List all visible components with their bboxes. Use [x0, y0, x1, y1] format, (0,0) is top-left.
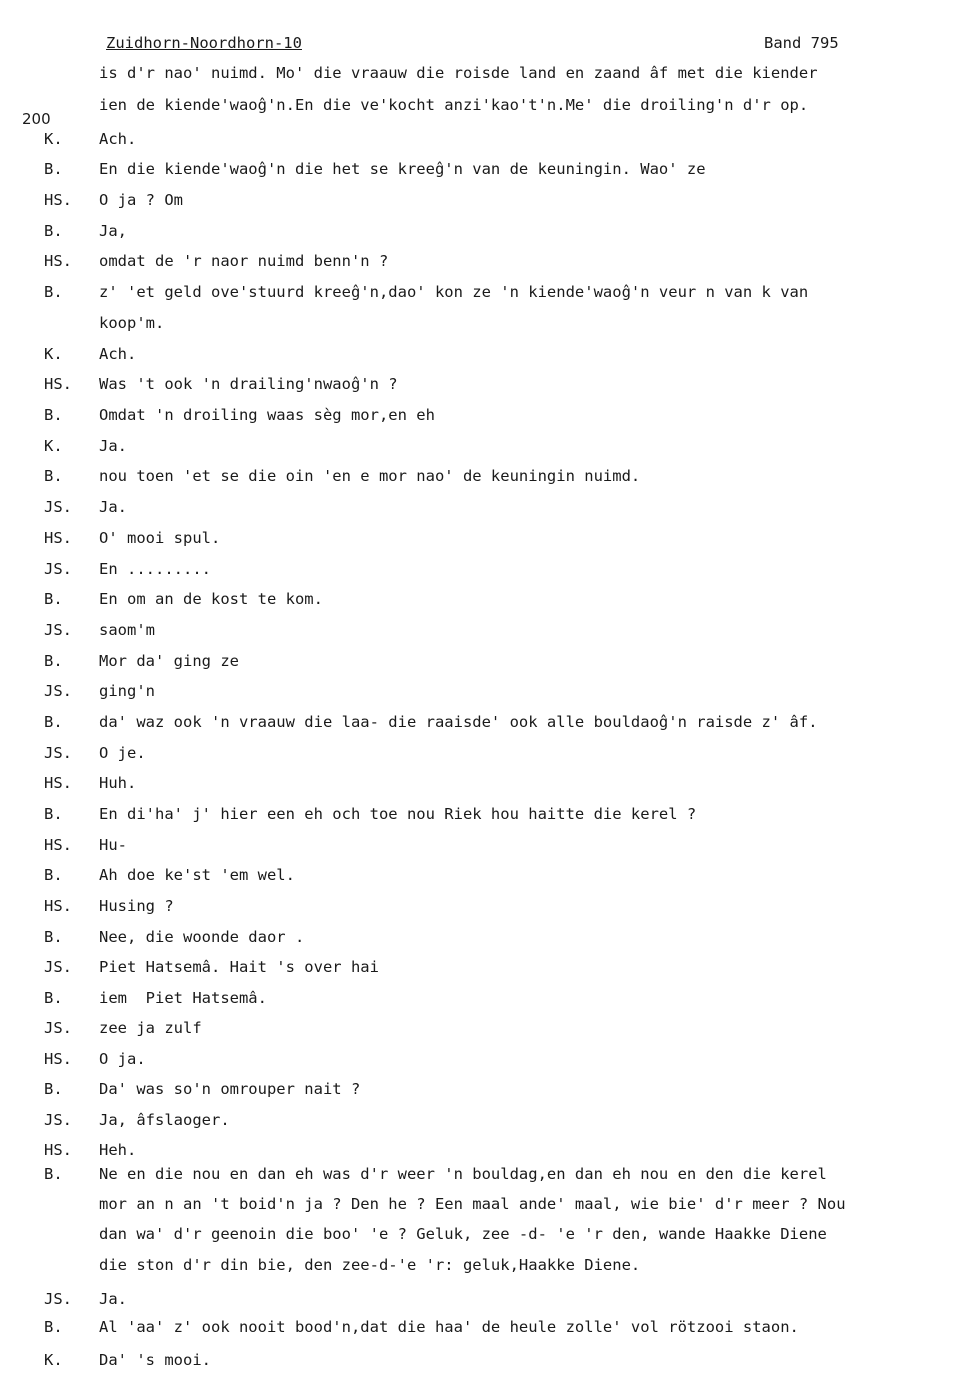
- speaker-label: JS.: [44, 682, 72, 700]
- utterance-text: zee ja zulf: [99, 1019, 202, 1037]
- document-title: Zuidhorn-Noordhorn-10: [106, 34, 302, 52]
- speaker-label: B.: [44, 590, 63, 608]
- transcript-line: [0, 774, 973, 798]
- transcript-line: [0, 437, 973, 461]
- utterance-text: Piet Hatsemâ. Hait 's over hai: [99, 958, 379, 976]
- transcript-line: [0, 682, 973, 706]
- transcript-line: [0, 345, 973, 369]
- utterance-text: En .........: [99, 560, 211, 578]
- transcript-line: [0, 1165, 973, 1189]
- utterance-text: O je.: [99, 744, 146, 762]
- utterance-text: Nee, die woonde daor .: [99, 928, 305, 946]
- utterance-text: saom'm: [99, 621, 155, 639]
- tape-label: Band 795: [764, 34, 839, 52]
- transcript-line: [0, 713, 973, 737]
- utterance-text: Was 't ook 'n drailing'nwaoĝ'n ?: [99, 375, 398, 393]
- speaker-label: HS.: [44, 191, 72, 209]
- transcript-line: [0, 191, 973, 215]
- utterance-text: Ja,: [99, 222, 127, 240]
- transcript-line: [0, 467, 973, 491]
- speaker-label: B.: [44, 1318, 63, 1336]
- speaker-label: B.: [44, 1165, 63, 1183]
- speaker-label: B.: [44, 1080, 63, 1098]
- speaker-label: HS.: [44, 836, 72, 854]
- speaker-label: JS.: [44, 1290, 72, 1308]
- transcript-line: [0, 375, 973, 399]
- transcript-line: [0, 1141, 973, 1165]
- utterance-text: is d'r nao' nuimd. Mo' die vraauw die roisde land en zaand âf met die kiender: [99, 64, 818, 82]
- transcript-line: [0, 560, 973, 584]
- transcript-line: [0, 1050, 973, 1074]
- speaker-label: JS.: [44, 1111, 72, 1129]
- speaker-label: HS.: [44, 897, 72, 915]
- transcript-line: [0, 621, 973, 645]
- speaker-label: JS.: [44, 1019, 72, 1037]
- transcript-line: [0, 866, 973, 890]
- speaker-label: B.: [44, 160, 63, 178]
- transcript-line: [0, 1195, 973, 1219]
- transcript-line: [0, 130, 973, 154]
- utterance-text: ien de kiende'waoĝ'n.En die ve'kocht anzi'kao't'n.Me' die droiling'n d'r op.: [99, 96, 809, 114]
- transcript-line: [0, 1256, 973, 1280]
- transcript-line: [0, 406, 973, 430]
- utterance-text: Mor da' ging ze: [99, 652, 239, 670]
- utterance-text: Ach.: [99, 345, 137, 363]
- utterance-text: En di'ha' j' hier een eh och toe nou Riek hou haitte die kerel ?: [99, 805, 697, 823]
- speaker-label: JS.: [44, 498, 72, 516]
- utterance-text: En om an de kost te kom.: [99, 590, 323, 608]
- utterance-text: omdat de 'r naor nuimd benn'n ?: [99, 252, 389, 270]
- transcript-line: [0, 64, 973, 88]
- speaker-label: B.: [44, 467, 63, 485]
- transcript-line: [0, 222, 973, 246]
- speaker-label: K.: [44, 130, 63, 148]
- speaker-label: B.: [44, 805, 63, 823]
- utterance-text: nou toen 'et se die oin 'en e mor nao' de keuningin nuimd.: [99, 467, 641, 485]
- transcript-line: [0, 529, 973, 553]
- utterance-text: O' mooi spul.: [99, 529, 221, 547]
- transcript-line: [0, 1290, 973, 1314]
- transcript-line: [0, 1111, 973, 1135]
- speaker-label: B.: [44, 866, 63, 884]
- speaker-label: HS.: [44, 252, 72, 270]
- transcript-line: [0, 1080, 973, 1104]
- utterance-text: iem Piet Hatsemâ.: [99, 989, 267, 1007]
- transcript-line: [0, 928, 973, 952]
- speaker-label: HS.: [44, 1050, 72, 1068]
- speaker-label: JS.: [44, 744, 72, 762]
- transcript-line: [0, 252, 973, 276]
- transcript-line: [0, 897, 973, 921]
- utterance-text: Ja.: [99, 498, 127, 516]
- transcript-line: [0, 652, 973, 676]
- transcript-line: [0, 958, 973, 982]
- utterance-text: z' 'et geld ove'stuurd kreeĝ'n,dao' kon ze 'n kiende'waoĝ'n veur n van k van: [99, 283, 809, 301]
- speaker-label: B.: [44, 283, 63, 301]
- utterance-text: Omdat 'n droiling waas sèg mor,en eh: [99, 406, 435, 424]
- utterance-text: koop'm.: [99, 314, 165, 332]
- utterance-text: Da' was so'n omrouper nait ?: [99, 1080, 361, 1098]
- transcript-line: [0, 160, 973, 184]
- utterance-text: Heh.: [99, 1141, 137, 1159]
- utterance-text: Ja.: [99, 437, 127, 455]
- transcript-line: [0, 590, 973, 614]
- speaker-label: B.: [44, 222, 63, 240]
- speaker-label: B.: [44, 989, 63, 1007]
- transcript-line: [0, 1318, 973, 1342]
- speaker-label: JS.: [44, 560, 72, 578]
- transcript-line: [0, 498, 973, 522]
- utterance-text: O ja.: [99, 1050, 146, 1068]
- transcript-line: [0, 805, 973, 829]
- speaker-label: JS.: [44, 621, 72, 639]
- speaker-label: JS.: [44, 958, 72, 976]
- utterance-text: da' waz ook 'n vraauw die laa- die raaisde' ook alle bouldaoĝ'n raisde z' âf.: [99, 713, 818, 731]
- speaker-label: HS.: [44, 375, 72, 393]
- speaker-label: B.: [44, 652, 63, 670]
- speaker-label: HS.: [44, 529, 72, 547]
- utterance-text: mor an n an 't boid'n ja ? Den he ? Een maal ande' maal, wie bie' d'r meer ? Nou: [99, 1195, 846, 1213]
- utterance-text: Da' 's mooi.: [99, 1351, 211, 1369]
- utterance-text: dan wa' d'r geenoin die boo' 'e ? Geluk, zee -d- 'e 'r den, wande Haakke Diene: [99, 1225, 827, 1243]
- utterance-text: Husing ?: [99, 897, 174, 915]
- utterance-text: Ach.: [99, 130, 137, 148]
- speaker-label: K.: [44, 1351, 63, 1369]
- utterance-text: die ston d'r din bie, den zee-d-'e 'r: geluk,Haakke Diene.: [99, 1256, 641, 1274]
- utterance-text: Ah doe ke'st 'em wel.: [99, 866, 295, 884]
- utterance-text: Al 'aa' z' ook nooit bood'n,dat die haa' de heule zolle' vol rötzooi staon.: [99, 1318, 799, 1336]
- speaker-label: K.: [44, 345, 63, 363]
- utterance-text: Huh.: [99, 774, 137, 792]
- speaker-label: HS.: [44, 774, 72, 792]
- speaker-label: HS.: [44, 1141, 72, 1159]
- transcript-line: [0, 836, 973, 860]
- transcript-line: [0, 283, 973, 307]
- utterance-text: O ja ? Om: [99, 191, 183, 209]
- speaker-label: B.: [44, 713, 63, 731]
- transcript-line: [0, 1225, 973, 1249]
- transcript-line: [0, 744, 973, 768]
- speaker-label: B.: [44, 928, 63, 946]
- transcript-line: [0, 1019, 973, 1043]
- utterance-text: Ja.: [99, 1290, 127, 1308]
- margin-counter: 200: [22, 110, 51, 128]
- utterance-text: Hu-: [99, 836, 127, 854]
- utterance-text: Ja, âfslaoger.: [99, 1111, 230, 1129]
- speaker-label: B.: [44, 406, 63, 424]
- transcript-line: [0, 989, 973, 1013]
- utterance-text: ging'n: [99, 682, 155, 700]
- speaker-label: K.: [44, 437, 63, 455]
- transcript-line: [0, 96, 973, 120]
- transcript-line: [0, 314, 973, 338]
- transcript-line: [0, 1351, 973, 1375]
- utterance-text: En die kiende'waoĝ'n die het se kreeĝ'n van de keuningin. Wao' ze: [99, 160, 706, 178]
- utterance-text: Ne en die nou en dan eh was d'r weer 'n bouldag,en dan eh nou en den die kerel: [99, 1165, 827, 1183]
